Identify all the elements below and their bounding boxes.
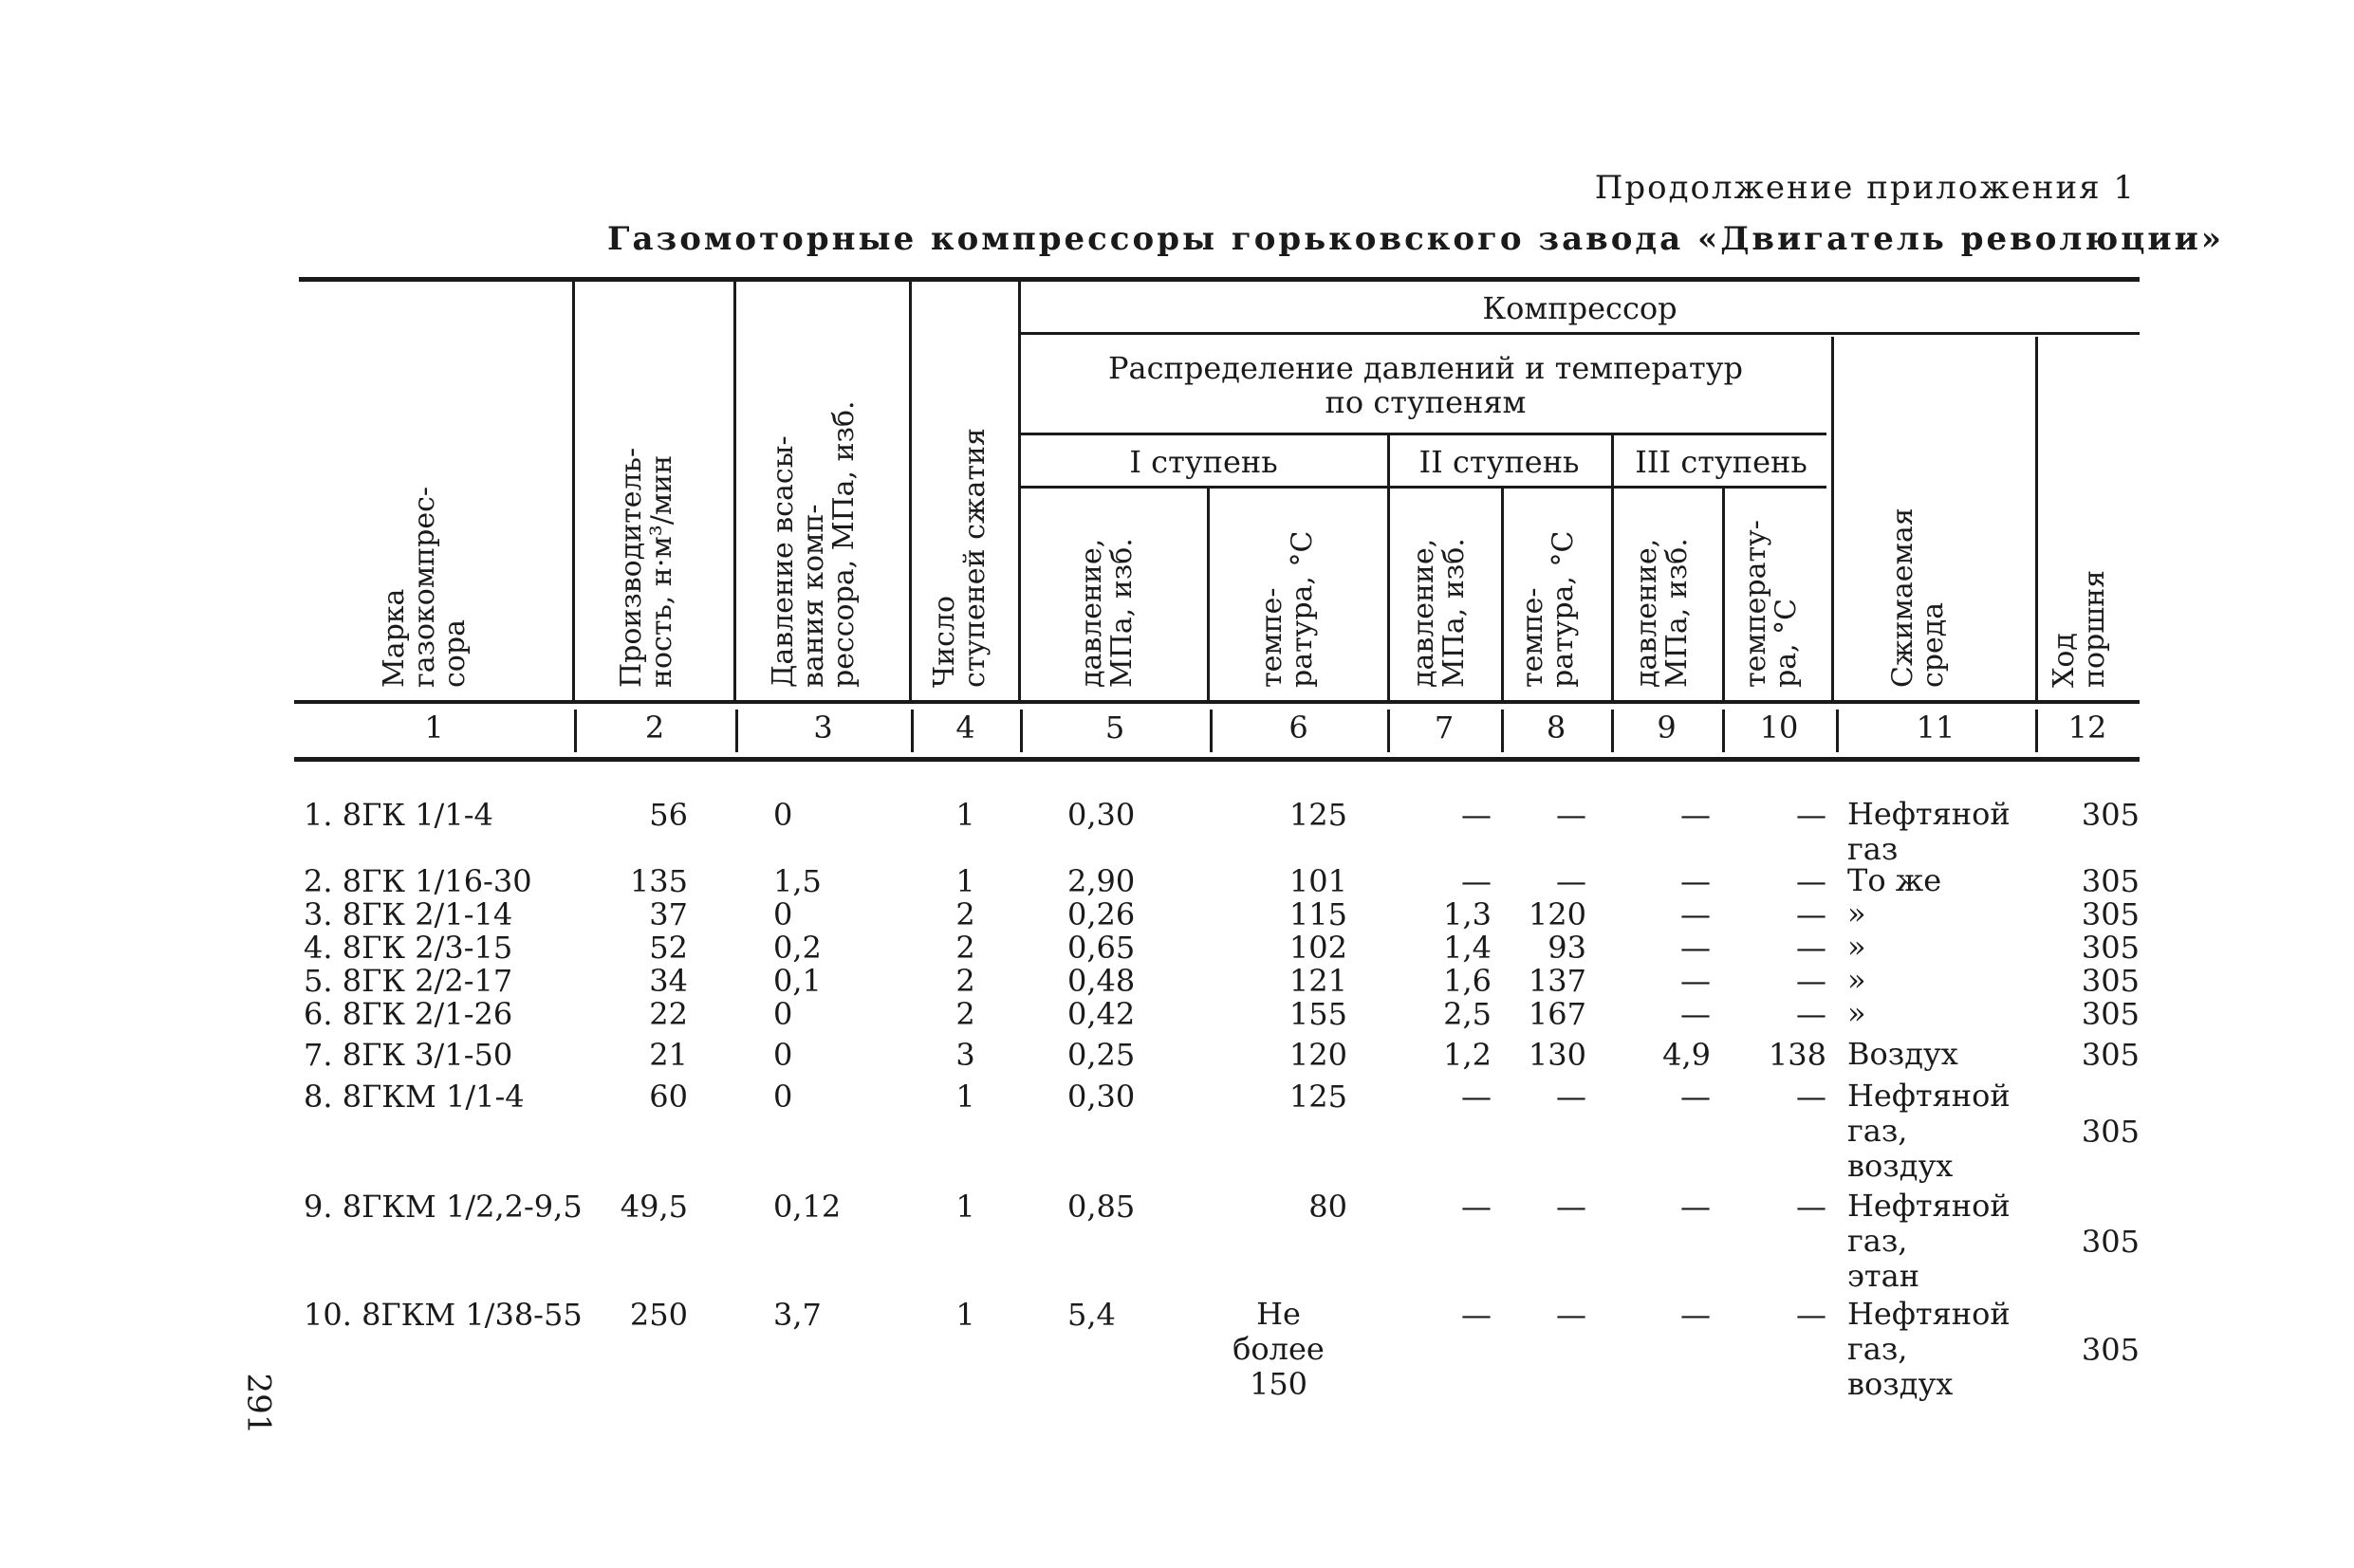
cell-c11: » bbox=[1847, 995, 1866, 1031]
group-stage-3: III ступень bbox=[1635, 444, 1807, 480]
numbers-bottom-rule bbox=[294, 757, 2140, 762]
cell-c3: 0,1 bbox=[773, 963, 822, 999]
cell-c8: 120 bbox=[1528, 896, 1586, 932]
col-header-2: Производитель- ность, н·м³/мин bbox=[615, 447, 678, 688]
cell-c8: 93 bbox=[1548, 930, 1586, 966]
cell-c3: 3,7 bbox=[773, 1297, 822, 1333]
cell-c2: 21 bbox=[649, 1037, 688, 1073]
cell-c11: Нефтяной газ, воздух bbox=[1847, 1296, 2011, 1402]
cell-c2: 135 bbox=[629, 863, 688, 899]
col-divider bbox=[1722, 489, 1725, 700]
cell-c7: 1,3 bbox=[1443, 896, 1492, 932]
cell-c5: 0,42 bbox=[1067, 996, 1136, 1032]
cell-c10: — bbox=[1796, 797, 1826, 833]
col-header-10: температу- ра, °С bbox=[1739, 520, 1803, 688]
col-divider bbox=[1018, 282, 1021, 700]
cell-c6: 125 bbox=[1288, 797, 1347, 833]
cell-c2: 56 bbox=[649, 797, 688, 833]
cell-c5: 2,90 bbox=[1067, 863, 1136, 899]
cell-c2: 60 bbox=[649, 1079, 688, 1115]
cell-c9: — bbox=[1680, 797, 1711, 833]
cell-c4: 1 bbox=[955, 863, 975, 899]
cell-c11: Воздух bbox=[1847, 1036, 1958, 1072]
cell-c8: — bbox=[1556, 863, 1586, 899]
table-top-rule bbox=[299, 277, 2140, 282]
cell-c9: — bbox=[1680, 863, 1711, 899]
col-header-5: давление, МПа, изб. bbox=[1075, 538, 1139, 688]
cell-c5: 0,25 bbox=[1067, 1037, 1136, 1073]
cell-c10: — bbox=[1796, 1297, 1826, 1333]
stage-rule bbox=[1020, 486, 1826, 489]
col-divider bbox=[1501, 489, 1504, 700]
cell-c6: 102 bbox=[1288, 930, 1347, 966]
cell-c10: — bbox=[1796, 930, 1826, 966]
col-header-7: давление, МПа, изб. bbox=[1407, 538, 1471, 688]
header-bottom-rule bbox=[294, 700, 2140, 704]
col-number-7: 7 bbox=[1434, 710, 1455, 746]
cell-c7: 1,4 bbox=[1443, 930, 1492, 966]
col-divider bbox=[1831, 337, 1834, 700]
cell-c3: 0 bbox=[773, 797, 793, 833]
cell-c7: 1,6 bbox=[1443, 963, 1492, 999]
col-number-3: 3 bbox=[813, 710, 833, 746]
cell-c10: — bbox=[1796, 963, 1826, 999]
cell-c2: 22 bbox=[649, 996, 688, 1032]
cell-c12: 305 bbox=[2081, 1114, 2140, 1150]
cell-c4: 1 bbox=[955, 797, 975, 833]
cell-c2: 52 bbox=[649, 930, 688, 966]
cell-c7: — bbox=[1461, 1189, 1492, 1225]
col-number-2: 2 bbox=[644, 710, 665, 746]
cell-c10: — bbox=[1796, 896, 1826, 932]
cell-c10: 138 bbox=[1768, 1037, 1826, 1073]
cell-c5: 0,26 bbox=[1067, 896, 1136, 932]
cell-c4: 2 bbox=[955, 896, 975, 932]
cell-c10: — bbox=[1796, 1079, 1826, 1115]
group-stage-2: II ступень bbox=[1418, 444, 1580, 480]
col-number-10: 10 bbox=[1759, 710, 1799, 746]
cell-c3: 0 bbox=[773, 996, 793, 1032]
group-stage-1: I ступень bbox=[1129, 444, 1278, 480]
col-number-11: 11 bbox=[1916, 710, 1955, 746]
cell-c2: 250 bbox=[629, 1297, 688, 1333]
row-mark: 9. 8ГКМ 1/2,2-9,5 bbox=[304, 1189, 583, 1225]
cell-c12: 305 bbox=[2081, 863, 2140, 899]
cell-c11: Нефтяной газ, этан bbox=[1847, 1188, 2011, 1294]
cell-c6: 80 bbox=[1308, 1189, 1347, 1225]
cell-c9: — bbox=[1680, 930, 1711, 966]
col-divider bbox=[1207, 489, 1210, 700]
cell-c7: — bbox=[1461, 1297, 1492, 1333]
cell-c6: 120 bbox=[1288, 1037, 1347, 1073]
group-compressor: Компрессор bbox=[1482, 290, 1677, 326]
cell-c5: 0,85 bbox=[1067, 1189, 1136, 1225]
cell-c12: 305 bbox=[2081, 797, 2140, 833]
cell-c7: — bbox=[1461, 863, 1492, 899]
col-header-11: Сжимаемая среда bbox=[1886, 507, 1950, 688]
cell-c10: — bbox=[1796, 863, 1826, 899]
cell-c11: » bbox=[1847, 895, 1866, 932]
cell-c4: 1 bbox=[955, 1079, 975, 1115]
cell-c3: 0 bbox=[773, 1037, 793, 1073]
col-header-1: Марка газокомпрес- сора bbox=[378, 486, 472, 688]
cell-c2: 34 bbox=[649, 963, 688, 999]
col-divider bbox=[2035, 337, 2038, 700]
col-header-8: темпе- ратура, °С bbox=[1516, 530, 1580, 688]
cell-c4: 2 bbox=[955, 930, 975, 966]
group-distribution: Распределение давлений и температур по ступеням bbox=[1107, 350, 1744, 420]
cell-c7: 1,2 bbox=[1443, 1037, 1492, 1073]
cell-c12: 305 bbox=[2081, 896, 2140, 932]
col-divider bbox=[909, 282, 912, 700]
cell-c6: 101 bbox=[1288, 863, 1347, 899]
cell-c8: 167 bbox=[1528, 996, 1586, 1032]
cell-c8: — bbox=[1556, 1297, 1586, 1333]
col-number-8: 8 bbox=[1546, 710, 1566, 746]
cell-c11: Нефтяной газ, воздух bbox=[1847, 1078, 2011, 1184]
cell-c8: — bbox=[1556, 1079, 1586, 1115]
cell-c11: » bbox=[1847, 962, 1866, 998]
cell-c5: 5,4 bbox=[1067, 1297, 1116, 1333]
page-title: Газомоторные компрессоры горьковского завода «Двигатель революции» bbox=[607, 220, 2225, 258]
row-mark: 2. 8ГК 1/16-30 bbox=[304, 863, 532, 899]
cell-c6: 115 bbox=[1288, 896, 1347, 932]
cell-c5: 0,30 bbox=[1067, 797, 1136, 833]
cell-c12: 305 bbox=[2081, 1224, 2140, 1260]
cell-c7: — bbox=[1461, 1079, 1492, 1115]
cell-c11: » bbox=[1847, 929, 1866, 965]
cell-c4: 2 bbox=[955, 996, 975, 1032]
cell-c10: — bbox=[1796, 996, 1826, 1032]
cell-c7: 2,5 bbox=[1443, 996, 1492, 1032]
distribution-rule bbox=[1020, 433, 1826, 435]
col-number-6: 6 bbox=[1288, 710, 1308, 746]
cell-c6: 121 bbox=[1288, 963, 1347, 999]
cell-c12: 305 bbox=[2081, 930, 2140, 966]
cell-c4: 2 bbox=[955, 963, 975, 999]
row-mark: 6. 8ГК 2/1-26 bbox=[304, 996, 513, 1032]
cell-c12: 305 bbox=[2081, 1037, 2140, 1073]
cell-c2: 37 bbox=[649, 896, 688, 932]
col-header-6: темпе- ратура, °С bbox=[1255, 530, 1319, 688]
row-mark: 1. 8ГК 1/1-4 bbox=[304, 797, 493, 833]
cell-c4: 1 bbox=[955, 1189, 975, 1225]
col-number-9: 9 bbox=[1657, 710, 1677, 746]
cell-c3: 0 bbox=[773, 1079, 793, 1115]
cell-c3: 0,12 bbox=[773, 1189, 842, 1225]
compressor-rule bbox=[1020, 332, 2140, 335]
row-mark: 3. 8ГК 2/1-14 bbox=[304, 896, 513, 932]
cell-c6: Не более 150 bbox=[1233, 1296, 1325, 1402]
cell-c5: 0,48 bbox=[1067, 963, 1136, 999]
subtitle: Продолжение приложения 1 bbox=[1594, 169, 2136, 207]
cell-c5: 0,65 bbox=[1067, 930, 1136, 966]
cell-c6: 125 bbox=[1288, 1079, 1347, 1115]
cell-c9: — bbox=[1680, 963, 1711, 999]
row-mark: 8. 8ГКМ 1/1-4 bbox=[304, 1079, 525, 1115]
cell-c12: 305 bbox=[2081, 996, 2140, 1032]
cell-c8: — bbox=[1556, 1189, 1586, 1225]
col-header-3: Давление всасы- вания комп- рессора, МПа, изб. bbox=[767, 400, 861, 688]
cell-c8: 137 bbox=[1528, 963, 1586, 999]
row-mark: 7. 8ГК 3/1-50 bbox=[304, 1037, 513, 1073]
col-header-4: Число ступеней сжатия bbox=[928, 428, 992, 688]
cell-c11: То же bbox=[1847, 862, 1942, 898]
cell-c12: 305 bbox=[2081, 963, 2140, 999]
col-header-12: Ход поршня bbox=[2048, 569, 2111, 688]
cell-c8: — bbox=[1556, 797, 1586, 833]
cell-c6: 155 bbox=[1288, 996, 1347, 1032]
cell-c9: 4,9 bbox=[1662, 1037, 1711, 1073]
col-number-12: 12 bbox=[2067, 710, 2107, 746]
row-mark: 10. 8ГКМ 1/38-55 bbox=[304, 1297, 583, 1333]
cell-c4: 1 bbox=[955, 1297, 975, 1333]
cell-c9: — bbox=[1680, 996, 1711, 1032]
cell-c3: 0,2 bbox=[773, 930, 822, 966]
col-number-4: 4 bbox=[955, 710, 975, 746]
col-divider bbox=[733, 282, 736, 700]
cell-c2: 49,5 bbox=[620, 1189, 688, 1225]
col-divider bbox=[572, 282, 575, 700]
col-number-1: 1 bbox=[424, 710, 444, 746]
row-mark: 5. 8ГК 2/2-17 bbox=[304, 963, 513, 999]
cell-c9: — bbox=[1680, 1189, 1711, 1225]
page-number: 291 bbox=[239, 1373, 278, 1435]
row-mark: 4. 8ГК 2/3-15 bbox=[304, 930, 513, 966]
cell-c9: — bbox=[1680, 896, 1711, 932]
cell-c4: 3 bbox=[955, 1037, 975, 1073]
col-number-5: 5 bbox=[1104, 710, 1125, 746]
cell-c12: 305 bbox=[2081, 1332, 2140, 1368]
cell-c5: 0,30 bbox=[1067, 1079, 1136, 1115]
cell-c7: — bbox=[1461, 797, 1492, 833]
cell-c9: — bbox=[1680, 1297, 1711, 1333]
cell-c9: — bbox=[1680, 1079, 1711, 1115]
cell-c8: 130 bbox=[1528, 1037, 1586, 1073]
cell-c3: 1,5 bbox=[773, 863, 822, 899]
col-header-9: давление, МПа, изб. bbox=[1630, 538, 1694, 688]
cell-c10: — bbox=[1796, 1189, 1826, 1225]
cell-c3: 0 bbox=[773, 896, 793, 932]
cell-c11: Нефтяной газ bbox=[1847, 796, 2011, 867]
